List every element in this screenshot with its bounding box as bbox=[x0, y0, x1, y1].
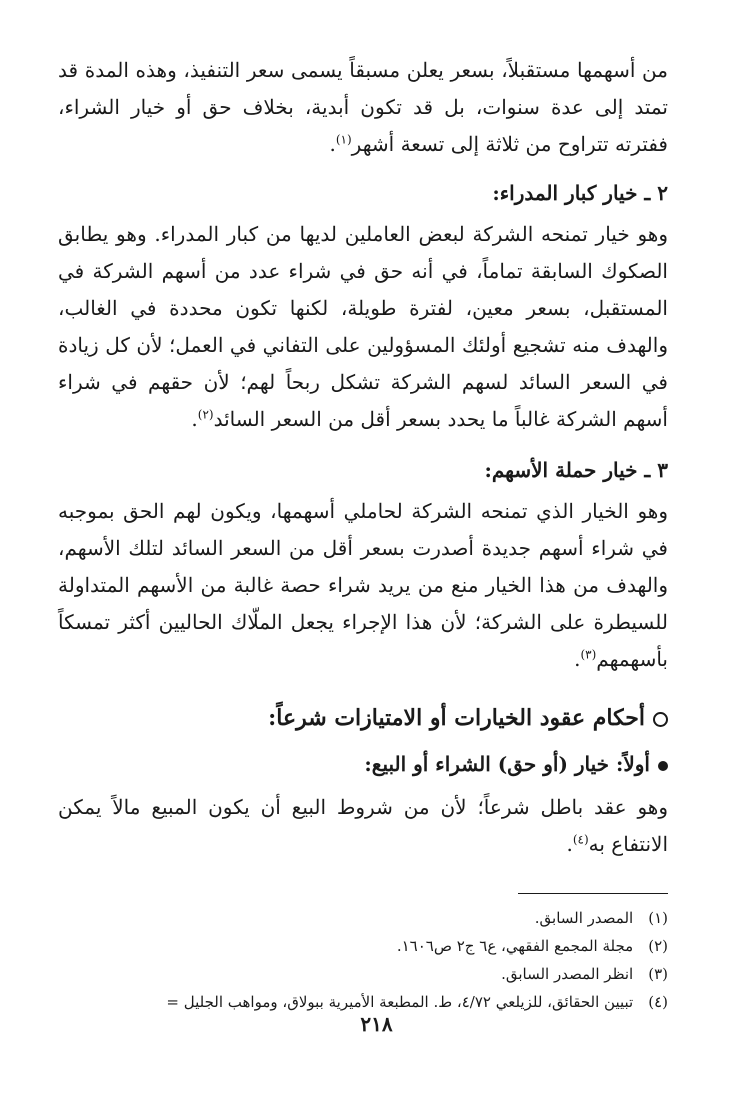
first-rule-heading: أولاً: خيار (أو حق) الشراء أو البيع: bbox=[58, 746, 668, 783]
footnote-1: (١) المصدر السابق. bbox=[534, 909, 668, 927]
footnote-ref-4[interactable]: (٤) bbox=[572, 832, 589, 847]
footnote-ref-3[interactable]: (٣) bbox=[580, 647, 597, 662]
first-rule-paragraph: وهو عقد باطل شرعاً؛ لأن من شروط البيع أن يكون المبيع مالاً يمكن الانتفاع به$^{(٤)}$. bbox=[58, 795, 668, 856]
page-number: ٢١٨ bbox=[360, 1012, 393, 1036]
footnote-ref-2[interactable]: (٢) bbox=[197, 407, 214, 422]
footnote-ref-1[interactable]: (١) bbox=[335, 132, 352, 147]
managers-option-heading: ٢ ـ خيار كبار المدراء: bbox=[492, 181, 668, 205]
hollow-circle-icon bbox=[653, 712, 668, 727]
intro-paragraph: من أسهمها مستقبلاً، بسعر يعلن مسبقاً يسمى سعر التنفيذ، وهذه المدة قد تمتد إلى عدة سنوات، بل قد تكون أبدية، بخلاف حق أو خيار الشراء، ففترته تتراوح من ثلاثة إلى تسعة أشهر$^{(١)}$. bbox=[58, 58, 668, 156]
shareholders-option-paragraph: وهو الخيار الذي تمنحه الشركة لحاملي أسهمها، ويكون لهم الحق بموجبه في شراء أسهم جديدة أصدرت بسعر أقل من السعر السائد لتلك الأسهم، والهدف من هذا الخيار منع من يريد شراء حصة غالبة من الأسهم المتداولة للسيطرة على الشركة؛ لأن هذا الإجراء يجعل الملّاك الحاليين أكثر تمسكاً بأسهمهم$^{(٣)}$. bbox=[58, 499, 668, 671]
footnotes-list bbox=[58, 904, 668, 1016]
footnote-4: (٤) تبيين الحقائق، للزيلعي ٤/٧٢، ط. المطبعة الأميرية ببولاق، ومواهب الجليل = bbox=[166, 993, 668, 1011]
footnote-3: (٣) انظر المصدر السابق. bbox=[501, 965, 668, 983]
page-body bbox=[58, 52, 668, 1016]
footnote-2: (٢) مجلة المجمع الفقهي، ع٦ ج٢ ص١٦٠٦. bbox=[396, 937, 668, 955]
shareholders-option-heading: ٣ ـ خيار حملة الأسهم: bbox=[484, 458, 668, 482]
footnote-separator bbox=[518, 893, 668, 894]
rules-section-heading: أحكام عقود الخيارات أو الامتيازات شرعاً: bbox=[58, 698, 668, 738]
bullet-dot-icon bbox=[658, 761, 668, 771]
managers-option-paragraph: وهو خيار تمنحه الشركة لبعض العاملين لديها من كبار المدراء. وهو يطابق الصكوك السابقة تماماً، في أنه حق في شراء عدد من أسهم الشركة في المستقبل، بسعر معين، لفترة طويلة، لكنها تكون محددة في الغالب، والهدف منه تشجيع أولئك المسؤولين على التفاني في العمل؛ لأن كل زيادة في السعر السائد لسهم الشركة تشكل ربحاً لهم؛ لأن حقهم في شراء أسهم الشركة غالباً ما يحدد بسعر أقل من السعر السائد$^{(٢)}$. bbox=[58, 222, 668, 431]
